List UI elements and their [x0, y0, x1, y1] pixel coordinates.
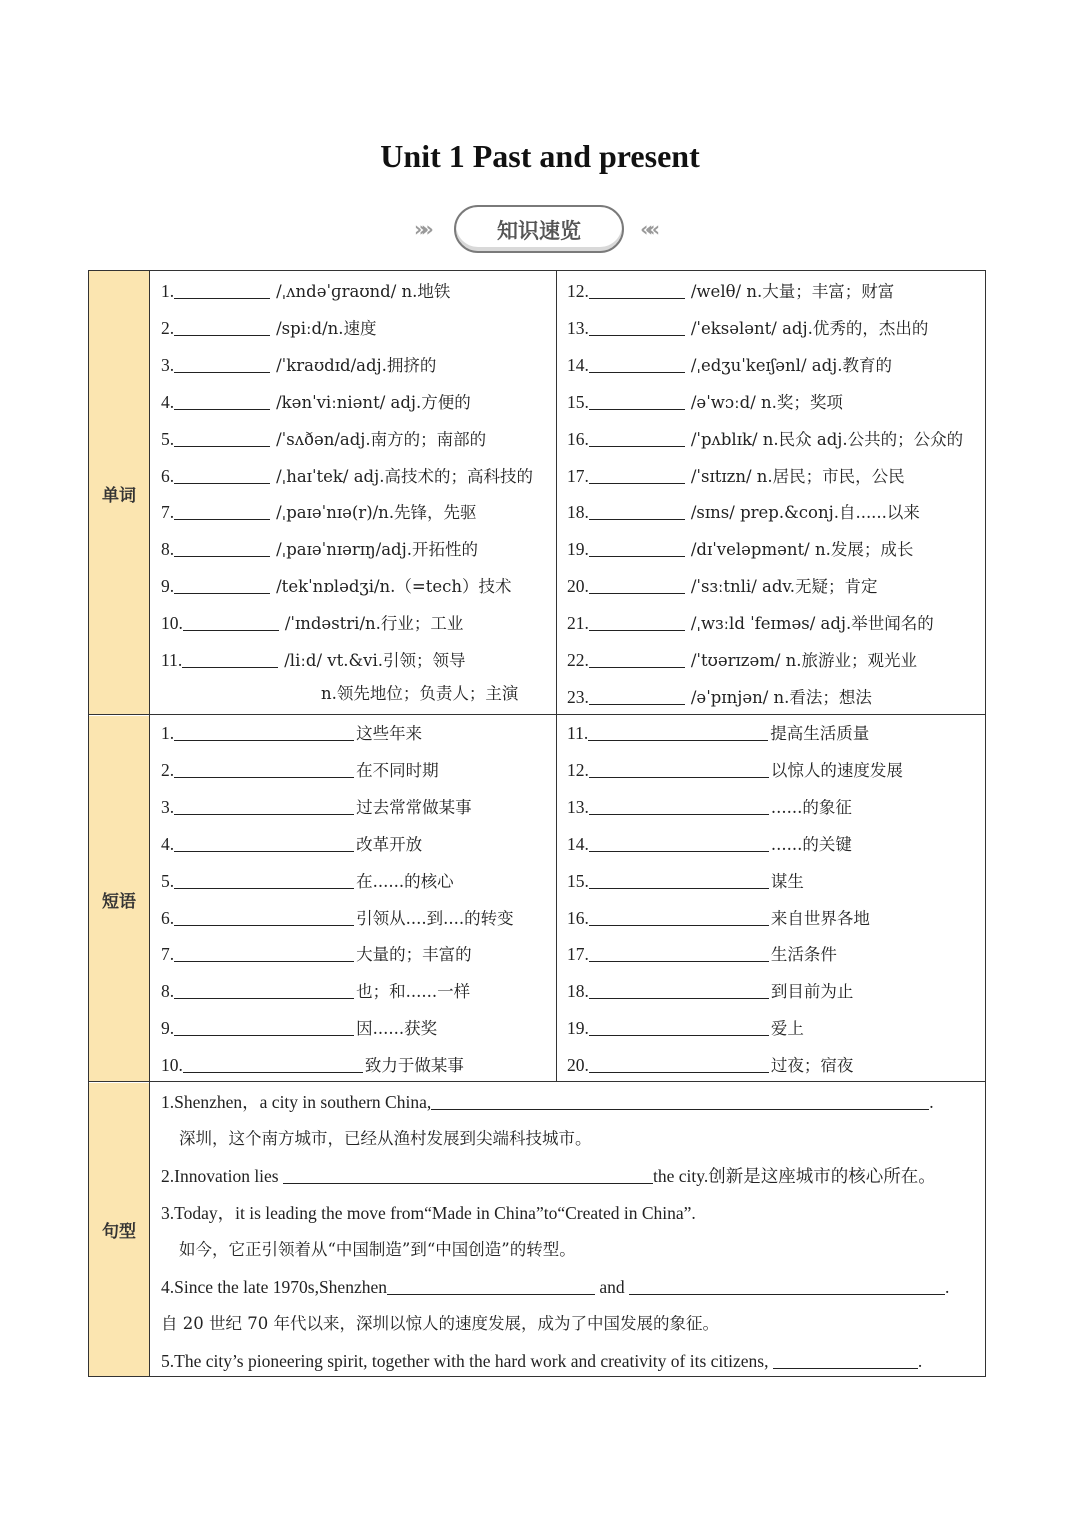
vocab-number: 16. [567, 428, 589, 449]
sentence-1-blank[interactable] [431, 1089, 929, 1110]
vocab-definition: /əˈwɔːd/ n.奖；奖项 [690, 392, 843, 412]
vocab-number: 8. [161, 539, 175, 560]
sentence-4-blank-1[interactable] [387, 1274, 595, 1295]
vocab-item [161, 313, 377, 343]
vocab-answer-blank[interactable] [589, 278, 685, 299]
vocab-item [161, 461, 533, 491]
phrase-item [567, 1013, 804, 1043]
vocab-definition: /ˌʌndəˈɡraʊnd/ n.地铁 [276, 282, 451, 301]
vocab-item [567, 608, 934, 638]
phrase-answer-blank[interactable] [589, 978, 769, 999]
phrase-item [567, 1050, 853, 1080]
phrase-item [567, 939, 837, 969]
worksheet-table [88, 270, 986, 1377]
phrase-number: 18. [567, 981, 589, 1002]
vocab-item [567, 534, 913, 564]
phrase-item [161, 976, 470, 1006]
banner-label: 知识速览 [497, 219, 581, 243]
sentence-4: 4.Since the late 1970s,Shenzhen and . [161, 1272, 949, 1302]
phrase-definition: 大量的；丰富的 [356, 945, 472, 965]
vocab-answer-blank[interactable] [182, 647, 278, 668]
vocab-item [567, 387, 843, 417]
vocab-item [161, 571, 512, 601]
phrase-definition: 致力于做某事 [364, 1056, 464, 1076]
vocab-item [567, 682, 872, 712]
phrase-answer-blank[interactable] [174, 720, 354, 741]
vocab-item [567, 313, 928, 343]
sentence-5-text: 5.The city’s pioneering spirit, together with the hard work and creativity of its citizens, [161, 1351, 769, 1371]
vocab-answer-blank[interactable] [174, 463, 270, 484]
phrase-number: 9. [161, 1018, 175, 1039]
phrase-item [567, 755, 903, 785]
phrase-definition: 爱上 [770, 1019, 804, 1039]
vocab-definition: /ˈsɪtɪzn/ n.居民；市民，公民 [690, 466, 905, 486]
phrase-answer-blank[interactable] [174, 757, 354, 778]
vocab-item [161, 276, 450, 306]
page-title: Unit 1 Past and present [380, 138, 700, 174]
phrase-item [567, 792, 852, 822]
phrase-number: 8. [161, 981, 175, 1002]
vocab-answer-blank[interactable] [589, 610, 685, 631]
vocab-number: 23. [567, 686, 589, 707]
phrase-definition: 在不同时期 [356, 760, 439, 780]
phrase-answer-blank[interactable] [589, 868, 769, 889]
phrase-answer-blank[interactable] [589, 905, 769, 926]
phrase-definition: 提高生活质量 [770, 724, 870, 743]
phrase-answer-blank[interactable] [589, 794, 769, 815]
phrase-definition: 生活条件 [770, 945, 837, 965]
sentence-2-text-a: 2.Innovation lies [161, 1166, 279, 1186]
sentence-4-translation: 自 20 世纪 70 年代以来，深圳以惊人的速度发展，成为了中国发展的象征。 [161, 1314, 719, 1333]
sentence-3: 3.Today，it is leading the move from“Made in China”to“Created in China”. [161, 1203, 696, 1223]
vocab-answer-blank[interactable] [589, 389, 685, 410]
vocab-answer-blank[interactable] [174, 573, 270, 594]
phrase-number: 11. [567, 723, 589, 743]
phrase-item [161, 866, 454, 896]
vocab-answer-blank[interactable] [589, 499, 685, 520]
vocab-number: 20. [567, 576, 589, 597]
vocab-definition: /ˌhaɪˈtek/ adj.高技术的；高科技的 [276, 466, 533, 486]
phrase-number: 14. [567, 833, 589, 854]
vocab-number: 15. [567, 391, 589, 412]
vocab-answer-blank[interactable] [589, 684, 685, 705]
vocab-answer-blank[interactable] [174, 278, 270, 299]
phrase-section-label: 短语 [89, 716, 149, 1082]
vocab-definition: /ˈsɜːtnli/ adv.无疑；肯定 [690, 577, 878, 597]
sentence-1-translation: 深圳，这个南方城市，已经从渔村发展到尖端科技城市。 [179, 1129, 592, 1148]
vocab-number: 19. [567, 539, 589, 560]
phrase-definition: 以惊人的速度发展 [770, 760, 903, 780]
vocab-item [161, 497, 477, 527]
vocab-definition: /ˈeksələnt/ adj.优秀的，杰出的 [690, 318, 929, 338]
phrase-number: 1. [161, 723, 175, 743]
sentence-2-text-b: the city.创新是这座城市的核心所在。 [653, 1166, 936, 1186]
sentence-2 [161, 1161, 936, 1191]
vocab-number: 22. [567, 650, 589, 670]
vocab-number: 4. [161, 391, 175, 412]
vocab-number: 2. [161, 317, 175, 338]
phrase-definition: 在......的核心 [356, 871, 454, 891]
phrase-number: 16. [567, 907, 589, 928]
vocab-item [161, 424, 486, 454]
vocab-definition: /əˈpɪnjən/ n.看法；想法 [690, 687, 872, 707]
vocab-number: 17. [567, 465, 589, 486]
sentence-4-blank-2[interactable] [629, 1274, 945, 1295]
phrase-definition: 到目前为止 [770, 982, 854, 1002]
vocab-number: 21. [567, 613, 589, 634]
phrase-item [161, 1013, 437, 1043]
phrase-item [567, 903, 870, 933]
vocab-definition: /ˈtʊərɪzəm/ n.旅游业；观光业 [690, 651, 918, 670]
phrase-item [567, 976, 853, 1006]
vocab-answer-blank[interactable] [174, 536, 270, 557]
sentence-1-text: 1.Shenzhen，a city in southern China, [161, 1092, 432, 1112]
vocab-number: 18. [567, 502, 589, 523]
phrase-number: 4. [161, 833, 175, 854]
phrase-item [161, 718, 422, 748]
vocab-answer-blank[interactable] [589, 573, 685, 594]
label-column-divider [149, 271, 150, 1376]
section-divider [89, 1081, 985, 1082]
vocab-answer-blank[interactable] [174, 315, 270, 336]
sentence-5: 5.The city’s pioneering spirit, together with the hard work and creativity of its citizens, . [161, 1346, 922, 1376]
phrase-item [567, 829, 852, 859]
phrase-number: 19. [567, 1018, 589, 1039]
vocab-answer-blank[interactable] [174, 389, 270, 410]
phrase-number: 7. [161, 944, 175, 965]
vocab-number: 6. [161, 465, 175, 486]
vocab-definition: /dɪˈveləpmənt/ n.发展；成长 [690, 540, 914, 560]
vocab-number: 14. [567, 354, 589, 375]
vocab-item [161, 645, 466, 675]
phrase-number: 6. [161, 907, 175, 928]
vocab-item [161, 608, 463, 638]
phrase-number: 17. [567, 944, 589, 965]
vocab-definition: /ˌwɜːld ˈfeɪməs/ adj.举世闻名的 [690, 614, 934, 634]
phrase-answer-blank[interactable] [589, 941, 769, 962]
phrase-answer-blank[interactable] [589, 831, 769, 852]
double-chevron-left-icon: «« [640, 217, 654, 241]
vocab-number: 3. [161, 354, 175, 375]
vocab-number: 13. [567, 317, 589, 338]
phrase-item [161, 792, 472, 822]
phrase-answer-blank[interactable] [589, 1015, 769, 1036]
vocab-definition: /kənˈviːniənt/ adj.方便的 [276, 392, 471, 412]
phrase-definition: 也；和......一样 [356, 982, 471, 1002]
vocab-section-label: 单词 [89, 271, 149, 715]
phrase-number: 5. [161, 870, 175, 891]
vocab-11-continuation: n.领先地位；负责人；主演 [321, 684, 519, 703]
vocab-definition: /ˌedʒuˈkeɪʃənl/ adj.教育的 [690, 355, 893, 375]
vocab-answer-blank[interactable] [174, 499, 270, 520]
vocab-definition: /liːd/ vt.&vi.引领；领导 [284, 651, 466, 670]
phrase-definition: 谋生 [770, 871, 804, 891]
phrase-definition: ......的关键 [770, 834, 852, 854]
phrase-item [161, 755, 439, 785]
phrase-item [161, 829, 422, 859]
vocab-item [567, 645, 917, 675]
vocab-number: 9. [161, 576, 175, 597]
sentence-2-blank[interactable] [283, 1163, 653, 1184]
phrase-item [161, 939, 472, 969]
vocab-definition: /tekˈnɒlədʒi/n.（=tech）技术 [276, 577, 512, 597]
vocab-item [567, 424, 963, 454]
vocab-answer-blank[interactable] [589, 426, 685, 447]
phrase-definition: 因......获奖 [356, 1019, 438, 1039]
vocab-item [567, 571, 878, 601]
phrase-item [161, 1050, 464, 1080]
phrase-answer-blank[interactable] [174, 905, 354, 926]
double-chevron-right-icon: »» [414, 217, 428, 241]
phrase-number: 13. [567, 796, 589, 817]
phrase-number: 12. [567, 759, 589, 780]
vocab-definition: /ˌpaɪəˈnɪərɪŋ/adj.开拓性的 [276, 540, 478, 560]
phrase-number: 15. [567, 870, 589, 891]
phrase-number: 2. [161, 759, 175, 780]
vocab-answer-blank[interactable] [174, 352, 270, 373]
vocab-answer-blank[interactable] [589, 315, 685, 336]
vocab-answer-blank[interactable] [183, 610, 279, 631]
phrase-definition: 过夜；宿夜 [770, 1056, 854, 1076]
vocab-number: 5. [161, 428, 175, 449]
vocab-answer-blank[interactable] [589, 463, 685, 484]
phrase-number: 10. [161, 1055, 183, 1076]
phrase-answer-blank[interactable] [174, 794, 354, 815]
phrase-answer-blank[interactable] [589, 757, 769, 778]
phrase-number: 3. [161, 796, 175, 817]
vocab-definition: /ˈkraʊdɪd/adj.拥挤的 [276, 355, 437, 375]
vocab-answer-blank[interactable] [589, 647, 685, 668]
sentence-3-translation: 如今，它正引领着从“中国制造”到“中国创造”的转型。 [179, 1240, 576, 1259]
center-column-divider [556, 271, 557, 1082]
vocab-item [567, 350, 892, 380]
vocab-definition: /ˌpaɪəˈnɪə(r)/n.先锋，先驱 [276, 503, 477, 523]
phrase-answer-blank[interactable] [588, 720, 768, 741]
phrase-item [567, 718, 869, 748]
section-divider [89, 714, 985, 715]
vocab-definition: /ˈɪndəstri/n.行业；工业 [284, 614, 464, 634]
vocab-definition: /welθ/ n.大量；丰富；财富 [690, 282, 895, 301]
phrase-definition: ......的象征 [770, 797, 852, 817]
vocab-definition: /sɪns/ prep.&conj.自......以来 [690, 503, 920, 523]
vocab-answer-blank[interactable] [589, 536, 685, 557]
sentence-4-text-a: 4.Since the late 1970s,Shenzhen [161, 1277, 387, 1297]
phrase-answer-blank[interactable] [174, 978, 354, 999]
vocab-item [161, 387, 471, 417]
phrase-answer-blank[interactable] [174, 941, 354, 962]
vocab-item [161, 350, 436, 380]
vocab-item [161, 534, 478, 564]
phrase-definition: 引领从....到....的转变 [356, 908, 514, 928]
vocab-answer-blank[interactable] [174, 426, 270, 447]
vocab-item [567, 276, 894, 306]
phrase-answer-blank[interactable] [589, 1052, 769, 1073]
phrase-item [161, 903, 514, 933]
phrase-answer-blank[interactable] [183, 1052, 363, 1073]
vocab-definition: /ˈsʌðən/adj.南方的；南部的 [276, 429, 487, 449]
phrase-answer-blank[interactable] [174, 868, 354, 889]
sentence-5-blank[interactable] [773, 1348, 918, 1369]
phrase-definition: 改革开放 [356, 834, 423, 854]
phrase-definition: 这些年来 [356, 724, 423, 743]
vocab-number: 7. [161, 502, 175, 523]
phrase-definition: 过去常常做某事 [356, 797, 472, 817]
vocab-number: 10. [161, 613, 183, 634]
section-banner [410, 203, 670, 255]
vocab-number: 12. [567, 281, 589, 301]
phrase-number: 20. [567, 1055, 589, 1076]
banner-pill [454, 205, 624, 253]
phrase-answer-blank[interactable] [174, 831, 354, 852]
vocab-number: 11. [161, 650, 183, 670]
sentence-1: 1.Shenzhen，a city in southern China, . [161, 1087, 934, 1117]
vocab-answer-blank[interactable] [589, 352, 685, 373]
phrase-item [567, 866, 804, 896]
vocab-definition: /ˈpʌblɪk/ n.民众 adj.公共的；公众的 [690, 429, 964, 449]
sentence-section-label: 句型 [89, 1083, 149, 1376]
phrase-answer-blank[interactable] [174, 1015, 354, 1036]
vocab-definition: /spiːd/n.速度 [276, 318, 377, 338]
vocab-item [567, 461, 905, 491]
phrase-definition: 来自世界各地 [770, 908, 870, 928]
vocab-number: 1. [161, 281, 175, 301]
vocab-item [567, 497, 920, 527]
